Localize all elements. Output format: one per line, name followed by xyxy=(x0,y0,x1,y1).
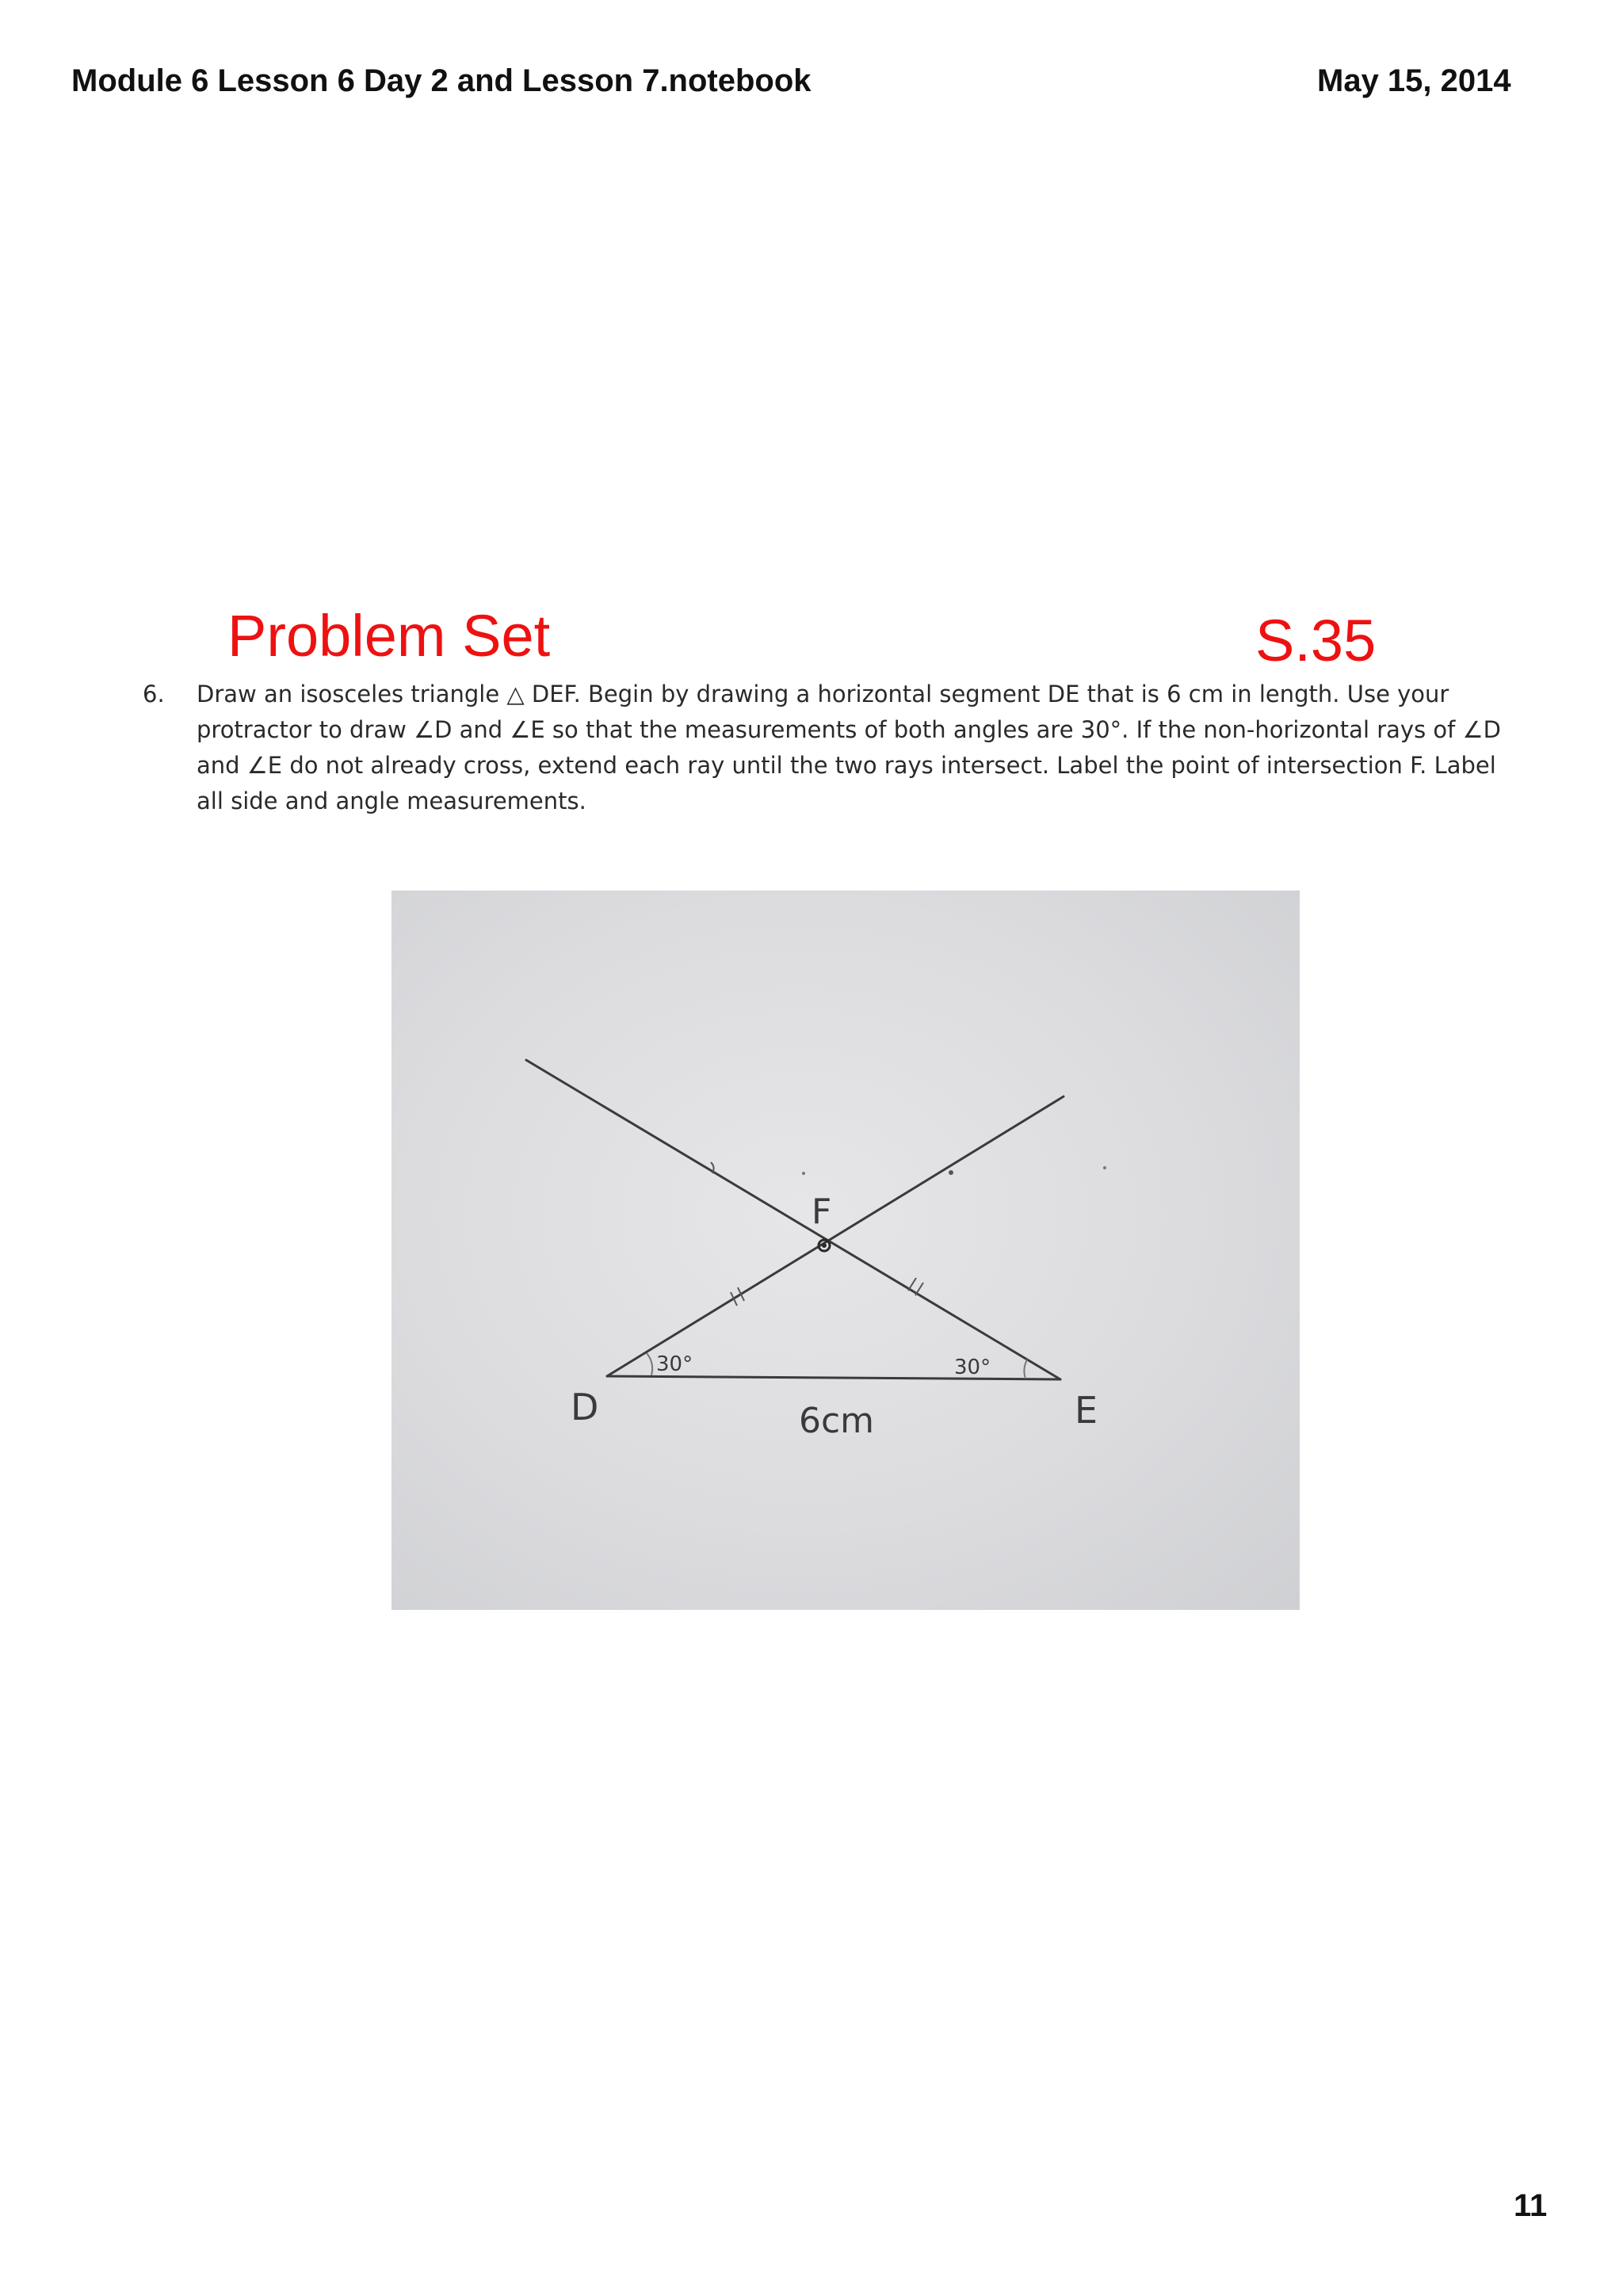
label-f: F xyxy=(812,1192,832,1232)
triangle-photo xyxy=(391,891,1300,1610)
triangle-drawing xyxy=(391,891,1300,1610)
ray-ef xyxy=(526,1060,1060,1379)
base-length-label: 6cm xyxy=(799,1401,875,1441)
document-title: Module 6 Lesson 6 Day 2 and Lesson 7.notebook xyxy=(71,63,812,98)
label-d: D xyxy=(571,1386,599,1428)
angle-label-d: 30° xyxy=(656,1352,693,1376)
segment-de xyxy=(607,1376,1060,1379)
ray-df xyxy=(607,1097,1064,1376)
section-code: S.35 xyxy=(1255,608,1377,673)
problem-number: 6. xyxy=(143,681,165,707)
document-date: May 15, 2014 xyxy=(1317,63,1511,98)
section-heading: Problem Set xyxy=(227,603,551,669)
angle-label-e: 30° xyxy=(954,1356,991,1379)
label-e: E xyxy=(1075,1389,1098,1432)
page-number: 11 xyxy=(1514,2188,1548,2223)
problem-text: Draw an isosceles triangle △ DEF. Begin by drawing a horizontal segment DE that is 6 cm in length. Use your protractor to draw ∠D and ∠E so that the measurements of both angles are 30°. If the non-horizontal rays of ∠D and ∠E do not already cross, extend each ray until the two rays intersect. Label the point of intersection F. Label all side and angle measurements. xyxy=(197,681,1501,814)
